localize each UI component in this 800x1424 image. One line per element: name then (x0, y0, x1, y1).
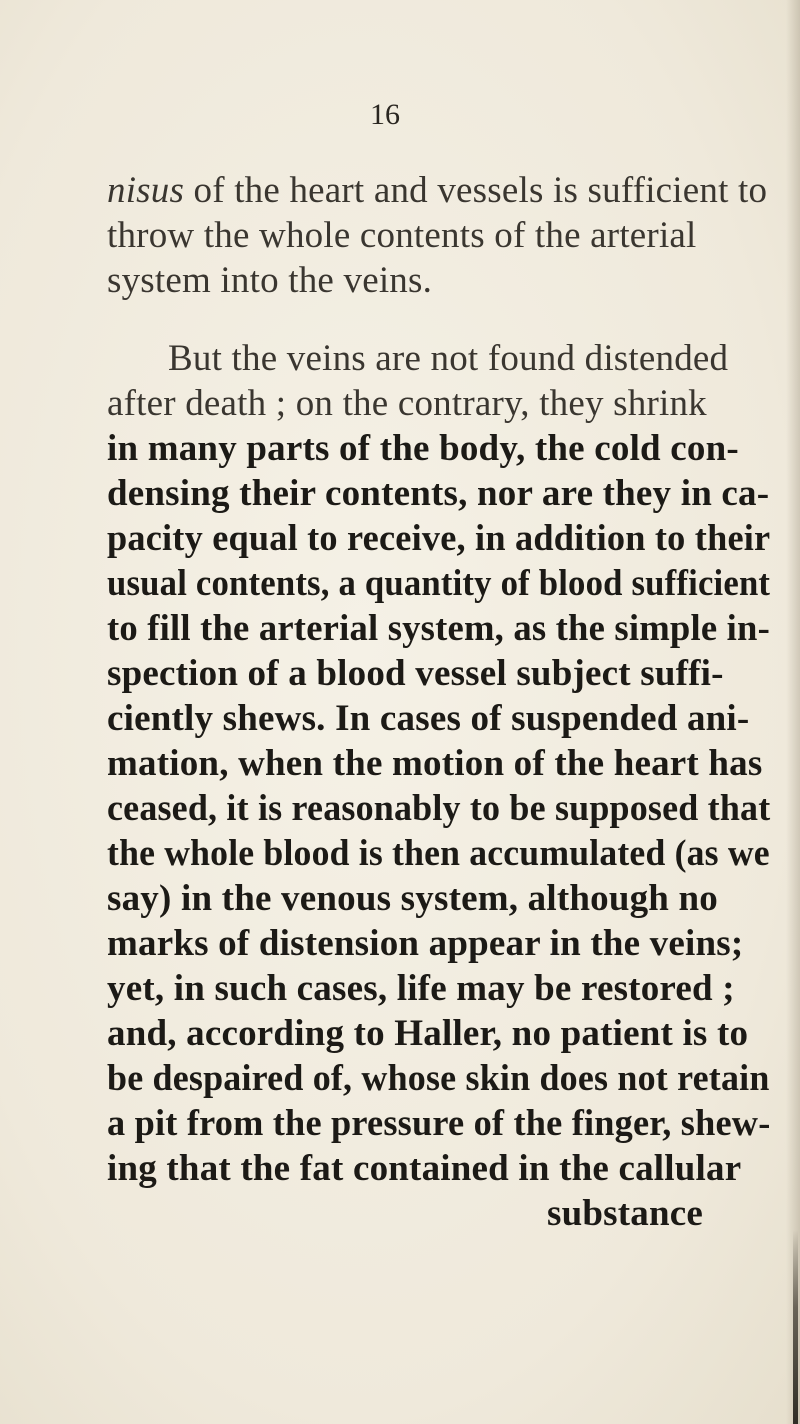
text-line-9: usual contents, a quantity of blood sufficient (107, 563, 771, 604)
text-line-13: mation, when the motion of the heart has (107, 743, 763, 784)
text-line-8: pacity equal to receive, in addition to their (107, 518, 771, 559)
text-line-6: in many parts of the body, the cold con- (107, 428, 739, 469)
text-line-5: after death ; on the contrary, they shrink (107, 383, 707, 424)
text-line-12: ciently shews. In cases of suspended ani- (107, 698, 750, 739)
text-line-11: spection of a blood vessel subject suffi- (107, 653, 724, 694)
italic-word: nisus (107, 170, 185, 211)
text-line-17: marks of distension appear in the veins; (107, 923, 744, 964)
catchword: substance (547, 1193, 703, 1234)
text-line-20: be despaired of, whose skin does not retain (107, 1058, 770, 1099)
text-line-7: densing their contents, nor are they in ca- (107, 473, 770, 514)
text-line-3: system into the veins. (107, 260, 433, 301)
text-line-2: throw the whole contents of the arterial (107, 215, 697, 256)
text-line-1: nisus of the heart and vessels is sufficient to (107, 170, 768, 211)
page-edge-shadow (786, 0, 800, 1424)
text-line-16: say) in the venous system, although no (107, 878, 718, 919)
text-line-19: and, according to Haller, no patient is to (107, 1013, 749, 1054)
text-line-21: a pit from the pressure of the finger, shew- (107, 1103, 771, 1144)
page-edge-mark (793, 1230, 798, 1424)
text-line-15: the whole blood is then accumulated (as we (107, 833, 770, 874)
page-number: 16 (370, 98, 400, 131)
text-line-10: to fill the arterial system, as the simple in- (107, 608, 770, 649)
text-line-4: But the veins are not found distended (168, 338, 729, 379)
text-line-22: ing that the fat contained in the callular (107, 1148, 742, 1189)
text-line-18: yet, in such cases, life may be restored ; (107, 968, 735, 1009)
text-line-14: ceased, it is reasonably to be supposed that (107, 788, 771, 829)
